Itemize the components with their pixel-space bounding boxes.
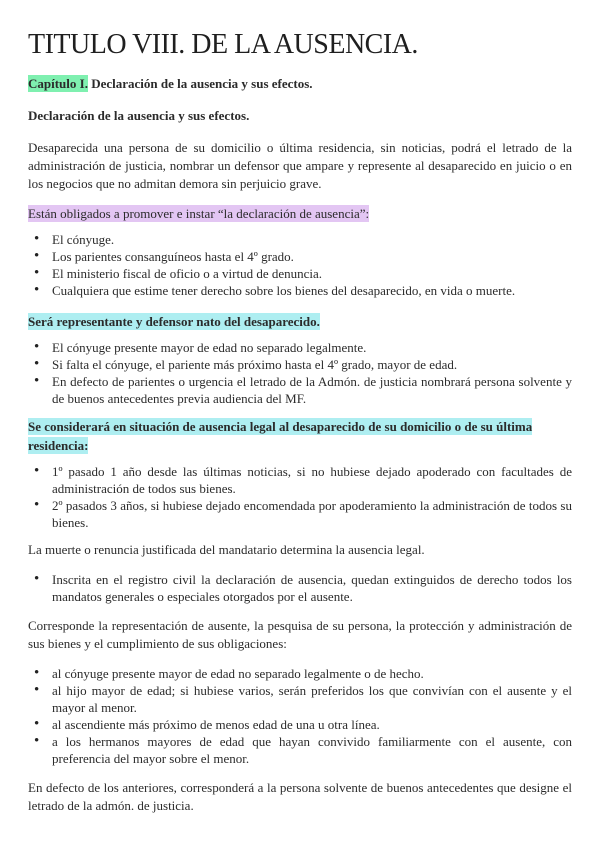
representante-label bbox=[28, 313, 572, 331]
list-item: • 2º pasados 3 años, si hubiese dejado encomendada por apoderamiento la administración de todos su bienes. bbox=[52, 497, 572, 531]
list-item: • Inscrita en el registro civil la declaración de ausencia, quedan extinguidos de derecho todos los mandatos generales o especiales otorgados por el ausente. bbox=[52, 571, 572, 605]
list-item: • a los hermanos mayores de edad que hayan convivido familiarmente con el ausente, con preferencia del mayor sobre el menor. bbox=[52, 733, 572, 767]
list-item: • al ascendiente más próximo de menos edad de una u otra línea. bbox=[52, 716, 572, 733]
final-paragraph: En defecto de los anteriores, corresponderá a la persona solvente de buenos antecedentes que designe el letrado de la admón. de justicia. bbox=[28, 779, 572, 813]
list-item: • Cualquiera que estime tener derecho sobre los bienes del desaparecido, en vida o muerte. bbox=[52, 282, 572, 299]
chapter-text: Declaración de la ausencia y sus efectos. bbox=[87, 75, 313, 91]
situacion-legal-label bbox=[28, 417, 572, 455]
inscrita-list bbox=[28, 571, 572, 605]
obligados-list bbox=[28, 231, 572, 299]
muerte-paragraph: La muerte o renuncia justificada del mandatario determina la ausencia legal. bbox=[28, 541, 425, 557]
corresponde-list bbox=[28, 665, 572, 767]
representante-list bbox=[28, 339, 572, 407]
list-item: • al cónyuge presente mayor de edad no separado legalmente o de hecho. bbox=[52, 665, 572, 682]
list-item: • En defecto de parientes o urgencia el letrado de la Admón. de justicia nombrará persona solvente y de buenos antecedentes previa audiencia del MF. bbox=[52, 373, 572, 407]
list-item: • al hijo mayor de edad; si hubiese varios, serán preferidos los que convivían con el ausente y el mayor al menor. bbox=[52, 682, 572, 716]
list-item: • Si falta el cónyuge, el pariente más próximo hasta el 4º grado, mayor de edad. bbox=[52, 356, 572, 373]
list-item: • El ministerio fiscal de oficio o a virtud de denuncia. bbox=[52, 265, 572, 282]
situacion-legal-list bbox=[28, 463, 572, 531]
chapter-heading bbox=[28, 75, 572, 93]
chapter-prefix: Capítulo I. bbox=[28, 75, 88, 91]
obligados-label bbox=[28, 205, 572, 223]
list-item: • El cónyuge. bbox=[52, 231, 572, 248]
obligados-label-text: Están obligados a promover e instar “la declaración de ausencia”: bbox=[28, 205, 370, 221]
representante-label-text: Será representante y defensor nato del desaparecido. bbox=[28, 313, 320, 329]
page-title: TITULO VIII. DE LA AUSENCIA. bbox=[28, 29, 418, 60]
section-subheading: Declaración de la ausencia y sus efectos. bbox=[28, 107, 250, 123]
list-item: • 1º pasado 1 año desde las últimas noticias, si no hubiese dejado apoderado con facultades de administración de todos sus bienes. bbox=[52, 463, 572, 497]
situacion-legal-label-text: Se considerará en situación de ausencia legal al desaparecido de su domicilio o de su última residencia: bbox=[28, 418, 533, 453]
intro-paragraph: Desaparecida una persona de su domicilio o última residencia, sin noticias, podrá el letrado de la administración de justicia, nombrar un defensor que ampare y represente al desaparecido en juicio o en los negocios que no admitan demora sin perjuicio grave. bbox=[28, 139, 572, 191]
list-item: • Los parientes consanguíneos hasta el 4º grado. bbox=[52, 248, 572, 265]
corresponde-paragraph: Corresponde la representación de ausente, la pesquisa de su persona, la protección y administración de sus bienes y el cumplimiento de sus obligaciones: bbox=[28, 617, 572, 651]
list-item: • El cónyuge presente mayor de edad no separado legalmente. bbox=[52, 339, 572, 356]
